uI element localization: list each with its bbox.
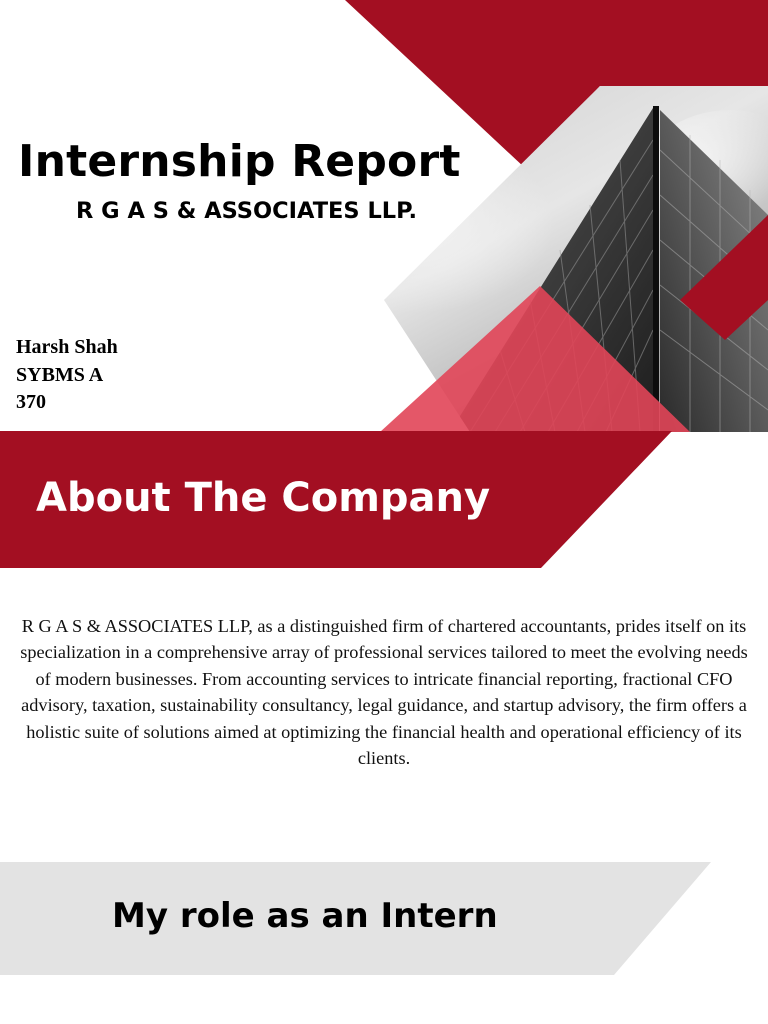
- company-name: R G A S & ASSOCIATES LLP.: [76, 198, 418, 224]
- report-title: Internship Report: [18, 136, 461, 187]
- about-paragraph: R G A S & ASSOCIATES LLP, as a distinguished firm of chartered accountants, prides itself on its specialization in a comprehensive array of professional services tailored to meet the evolving needs of modern businesses. From accounting services to intricate financial reporting, fractional CFO advisory, taxation, sustainability consultancy, legal guidance, and startup advisory, the firm offers a holistic suite of solutions aimed at optimizing the financial health and operational efficiency of its clients.: [20, 616, 748, 769]
- student-info: [16, 334, 118, 417]
- about-heading: About The Company: [36, 475, 491, 521]
- role-heading: My role as an Intern: [112, 896, 498, 936]
- student-class: SYBMS A: [16, 363, 104, 386]
- student-name: Harsh Shah: [16, 336, 118, 358]
- roll-number: 370: [16, 391, 46, 413]
